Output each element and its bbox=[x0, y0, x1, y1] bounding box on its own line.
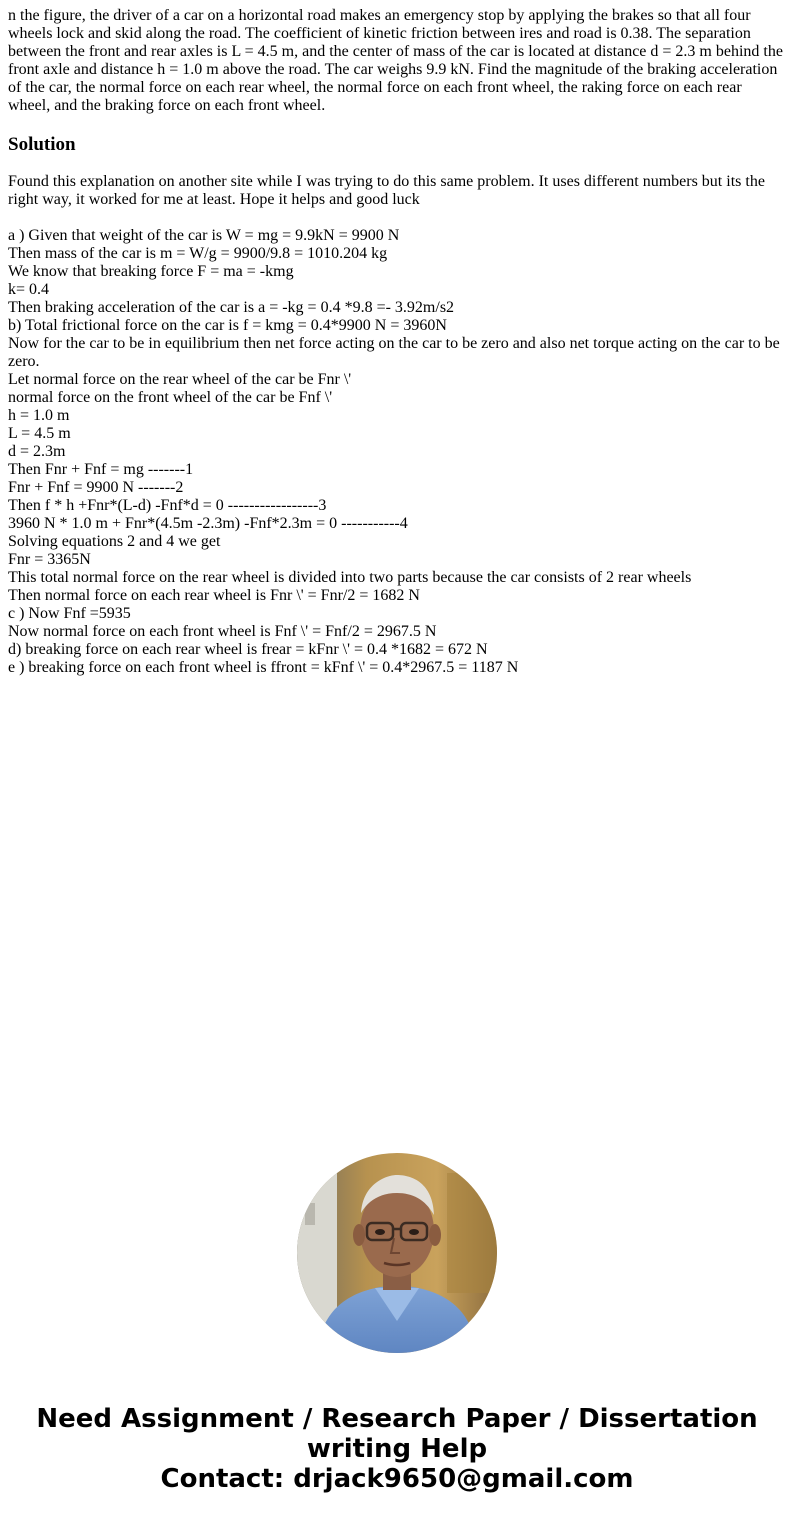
solution-line: Then mass of the car is m = W/g = 9900/9.8 = 1010.204 kg bbox=[8, 245, 388, 262]
footer-banner bbox=[0, 1404, 794, 1494]
footer-contact: Contact: drjack9650@gmail.com bbox=[160, 1464, 634, 1494]
solution-line: Then Fnr + Fnf = mg -------1 bbox=[8, 461, 194, 478]
solution-line: 3960 N * 1.0 m + Fnr*(4.5m -2.3m) -Fnf*2.3m = 0 -----------4 bbox=[8, 515, 408, 532]
solution-line: We know that breaking force F = ma = -kmg bbox=[8, 263, 294, 280]
solution-line: Now normal force on each front wheel is Fnf \' = Fnf/2 = 2967.5 N bbox=[8, 623, 437, 640]
solution-line: Then normal force on each rear wheel is Fnr \' = Fnr/2 = 1682 N bbox=[8, 587, 420, 604]
solution-line: This total normal force on the rear wheel is divided into two parts because the car consists of 2 rear wheels bbox=[8, 569, 692, 586]
solution-line: h = 1.0 m bbox=[8, 407, 70, 424]
solution-line: d) breaking force on each rear wheel is frear = kFnr \' = 0.4 *1682 = 672 N bbox=[8, 641, 488, 658]
solution-line: b) Total frictional force on the car is f = kmg = 0.4*9900 N = 3960N bbox=[8, 317, 447, 334]
solution-line: L = 4.5 m bbox=[8, 425, 71, 442]
solution-line: Fnr = 3365N bbox=[8, 551, 91, 568]
document-body bbox=[8, 7, 786, 677]
solution-line: Fnr + Fnf = 9900 N -------2 bbox=[8, 479, 184, 496]
solution-line: Then braking acceleration of the car is a = -kg = 0.4 *9.8 =- 3.92m/s2 bbox=[8, 299, 455, 316]
solution-line: Now for the car to be in equilibrium then net force acting on the car to be zero and also net torque acting on the car to be zero. bbox=[8, 335, 784, 370]
footer-line-1: Need Assignment / Research Paper / Dissertation bbox=[36, 1404, 758, 1434]
solution-intro: Found this explanation on another site while I was trying to do this same problem. It uses different numbers but its the right way, it worked for me at least. Hope it helps and good luck bbox=[8, 173, 765, 208]
solution-steps bbox=[8, 227, 786, 677]
solution-line: c ) Now Fnf =5935 bbox=[8, 605, 131, 622]
author-avatar bbox=[297, 1153, 497, 1353]
solution-line: d = 2.3m bbox=[8, 443, 66, 460]
solution-line: k= 0.4 bbox=[8, 281, 50, 298]
solution-line: Let normal force on the rear wheel of the car be Fnr \' bbox=[8, 371, 352, 388]
solution-line: Solving equations 2 and 4 we get bbox=[8, 533, 221, 550]
solution-heading: Solution bbox=[8, 134, 76, 155]
footer-line-2: writing Help bbox=[306, 1434, 488, 1464]
question-text: n the figure, the driver of a car on a horizontal road makes an emergency stop by applying the brakes so that all four wheels lock and skid along the road. The coefficient of kinetic friction between ires and road is 0.38. The separation between the front and rear axles is L = 4.5 m, and the center of mass of the car is located at distance d = 2.3 m behind the front axle and distance h = 1.0 m above the road. The car weighs 9.9 kN. Find the magnitude of the braking acceleration of the car, the normal force on each rear wheel, the normal force on each front wheel, the raking force on each rear wheel, and the braking force on each front wheel. bbox=[8, 7, 783, 114]
solution-line: e ) breaking force on each front wheel is ffront = kFnf \' = 0.4*2967.5 = 1187 N bbox=[8, 659, 519, 676]
author-portrait-image bbox=[297, 1153, 497, 1353]
solution-line: normal force on the front wheel of the car be Fnf \' bbox=[8, 389, 333, 406]
solution-line: a ) Given that weight of the car is W = mg = 9.9kN = 9900 N bbox=[8, 227, 400, 244]
solution-line: Then f * h +Fnr*(L-d) -Fnf*d = 0 -----------------3 bbox=[8, 497, 327, 514]
